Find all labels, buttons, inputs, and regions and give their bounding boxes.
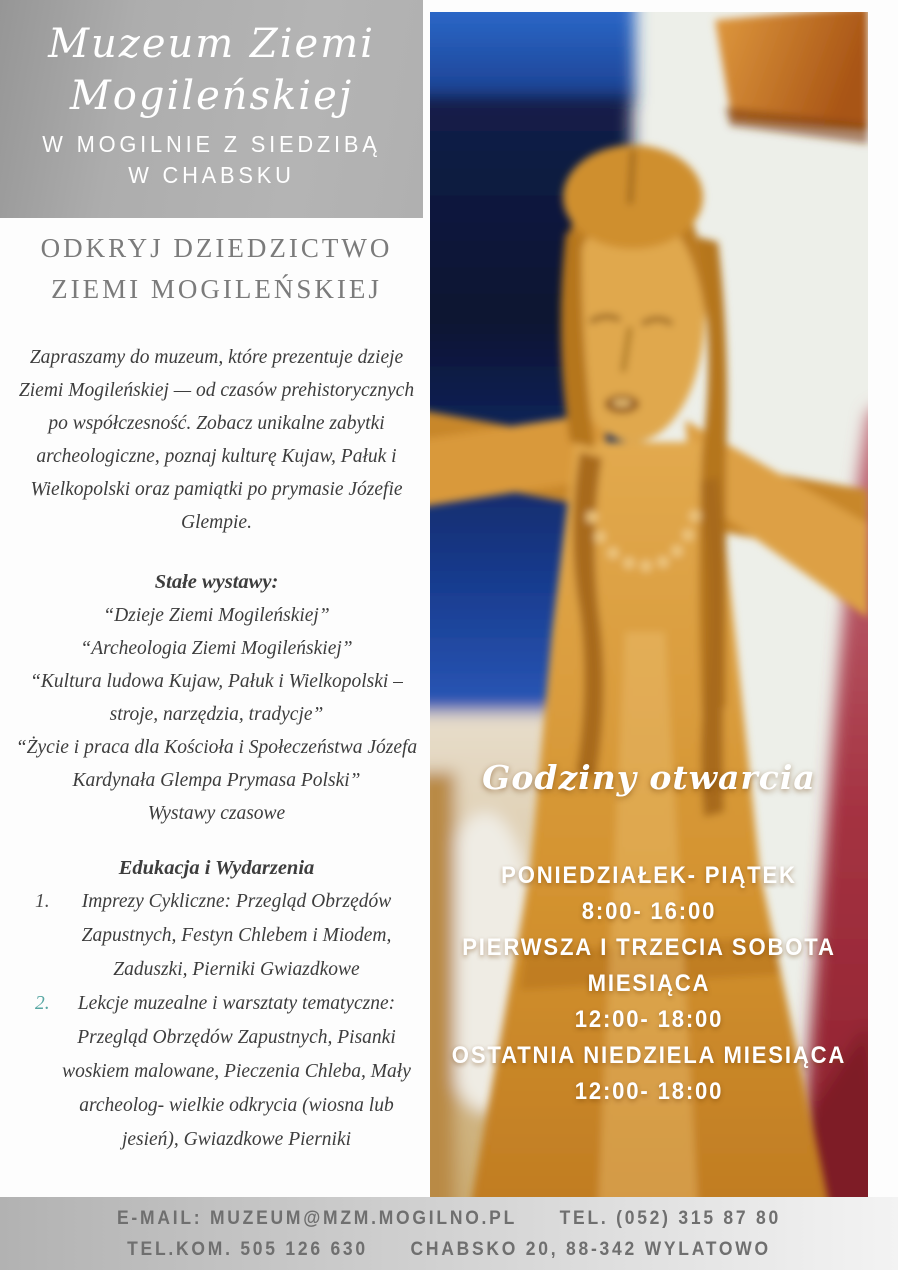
education-section: [0, 851, 433, 1157]
opening-hours: [430, 755, 868, 1110]
exhibition-item: Wystawy czasowe: [147, 803, 286, 824]
hours-line: 8:00- 16:00: [581, 898, 717, 925]
exhibition-item: “Kultura ludowa Kujaw, Pałuk i Wielkopolski – stroje, narzędzia, tradycje”: [30, 671, 403, 725]
education-item: [0, 885, 433, 987]
hours-line: PONIEDZIAŁEK- PIĄTEK: [501, 862, 797, 889]
footer-address: CHABSKO 20, 88-342 WYLATOWO: [410, 1239, 771, 1260]
header-box: [0, 0, 423, 218]
opening-hours-schedule: [430, 858, 868, 1110]
poster-headline: ODKRYJ DZIEDZICTWO ZIEMI MOGILEŃSKIEJ: [40, 233, 393, 304]
museum-title-line1: Muzeum Ziemi: [48, 21, 375, 67]
footer-line-2: [36, 1234, 862, 1265]
education-item-number: 2.: [35, 993, 50, 1014]
footer-phone: TEL. (052) 315 87 80: [559, 1208, 781, 1229]
hours-line: 12:00- 18:00: [574, 1006, 724, 1033]
education-item-text: Imprezy Cykliczne: Przegląd Obrzędów Zapustnych, Festyn Chlebem i Miodem, Zaduszki, Pierniki Gwiazdkowe: [81, 891, 392, 980]
hours-line: OSTATNIA NIEDZIELA MIESIĄCA: [451, 1042, 847, 1069]
hours-line: 12:00- 18:00: [574, 1078, 724, 1105]
intro-paragraph: Zapraszamy do muzeum, które prezentuje dzieje Ziemi Mogileńskiej — od czasów prehistorycznych po współczesność. Zobacz unikalne zabytki archeologiczne, poznaj kulturę Kujaw, Pałuk i Wielkopolski oraz pamiątki po prymasie Józefie Glempie.: [18, 347, 415, 533]
footer-line-1: [36, 1203, 862, 1234]
education-heading: Edukacja i Wydarzenia: [118, 857, 315, 879]
museum-subtitle-line2: W CHABSKU: [128, 162, 295, 188]
opening-hours-title: Godziny otwarcia: [482, 758, 816, 797]
exhibitions-section: [0, 566, 433, 830]
education-item-number: 1.: [35, 891, 50, 912]
museum-subtitle: [0, 129, 423, 191]
exhibition-item: “Archeologia Ziemi Mogileńskiej”: [80, 638, 353, 659]
exhibitions-heading: Stałe wystawy:: [154, 571, 279, 593]
museum-subtitle-line1: W MOGILNIE Z SIEDZIBĄ: [42, 131, 381, 157]
exhibition-item: “Dzieje Ziemi Mogileńskiej”: [103, 605, 330, 626]
footer-contact-bar: [0, 1197, 898, 1270]
footer-mobile: TEL.KOM. 505 126 630: [127, 1239, 368, 1260]
museum-title-line2: Mogileńskiej: [69, 73, 354, 119]
education-item: [0, 987, 433, 1157]
hours-line: PIERWSZA I TRZECIA SOBOTA MIESIĄCA: [462, 934, 836, 997]
footer-email: E-MAIL: MUZEUM@MZM.MOGILNO.PL: [117, 1208, 518, 1229]
education-item-text: Lekcje muzealne i warsztaty tematyczne: Przegląd Obrzędów Zapustnych, Pisanki woskiem malowane, Pieczenia Chleba, Mały archeolog- wielkie odkrycia (wiosna lub jesień), Gwiazdkowe Pierniki: [62, 993, 411, 1150]
exhibition-item: “Życie i praca dla Kościoła i Społeczeństwa Józefa Kardynała Glempa Prymasa Polski”: [15, 737, 418, 791]
sculpture-photo: [430, 12, 868, 1198]
